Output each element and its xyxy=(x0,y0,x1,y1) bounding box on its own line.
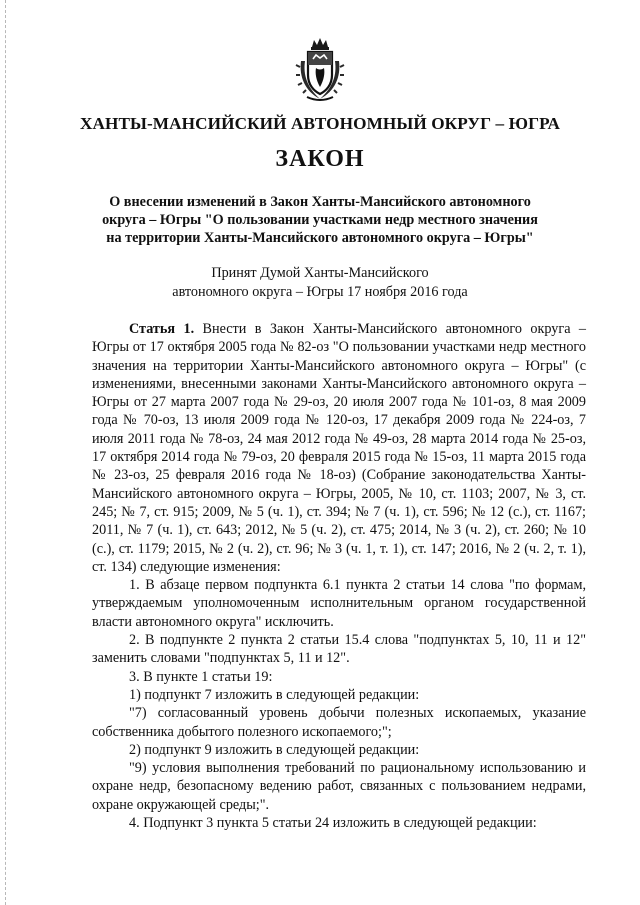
adoption-line: Принят Думой Ханты-Мансийского xyxy=(211,265,429,281)
adoption-line: автономного округа – Югры 17 ноября 2016 года xyxy=(172,284,468,300)
article-paragraph: "7) согласованный уровень добычи полезных ископаемых, указание собственника добытого полезного ископаемого;"; xyxy=(92,705,586,740)
region-title: ХАНТЫ-МАНСИЙСКИЙ АВТОНОМНЫЙ ОКРУГ – ЮГРА xyxy=(79,114,561,133)
article-heading: Статья 1. xyxy=(129,321,195,337)
article-paragraph: "9) условия выполнения требований по рациональному использованию и охране недр, безопасному ведению работ, связанных с пользованием недрами, охране окружающей среды;". xyxy=(92,760,586,813)
adoption-note xyxy=(110,264,530,302)
article-paragraph: 3. В пункте 1 статьи 19: xyxy=(129,668,273,685)
article-paragraph: 1. В абзаце первом подпункта 6.1 пункта 2 статьи 14 слова "по формам, утверждаемым уполномоченным исполнительным органом государственной власти автономного округа" исключить. xyxy=(92,577,586,630)
article-paragraph: 2) подпункт 9 изложить в следующей редакции: xyxy=(129,741,420,758)
article-intro-text: Внести в Закон Ханты-Мансийского автономного округа – Югры от 17 октября 2005 года № 82-оз "О пользовании участками недр местного значения на территории Ханты-Мансийского автономного округа – Югры" (с изменениями, внесенными законами Ханты-Мансийского автономного округа – Югры от 27 марта 2007 года № 29-оз, 20 июля 2007 года № 101-оз, 8 мая 2009 года № 70-оз, 13 июля 2009 года № 120-оз, 17 декабря 2009 года № 224-оз, 7 июля 2011 года № 78-оз, 24 мая 2012 года № 49-оз, 28 марта 2014 года № 25-оз, 17 октября 2014 года № 79-оз, 20 февраля 2015 года № 15-оз, 11 марта 2015 года № 23-оз, 25 февраля 2016 года № 18-оз) (Собрание законодательства Ханты-Мансийского автономного округа – Югры, 2005, № 10, ст. 1103; 2007, № 3, ст. 245; № 7, ст. 915; 2009, № 5 (ч. 1), ст. 394; № 7 (ч. 1), ст. 596; № 12 (с.), ст. 1167; 2011, № 7 (ч. 1), ст. 643; 2012, № 5 (ч. 2), ст. 475; 2014, № 3 (ч. 2), ст. 260; № 10 (с.), ст. 1179; 2015, № 2 (ч. 2), ст. 96; № 3 (ч. 1, т. 1), ст. 147; 2016, № 2 (ч. 2, т. 1), ст. 134) следующие изменения: xyxy=(92,321,587,575)
coat-of-arms-icon xyxy=(293,37,347,103)
law-title-line: округа – Югры "О пользовании участками недр местного значения xyxy=(102,212,538,228)
article-intro-paragraph xyxy=(92,320,586,576)
law-title-line: О внесении изменений в Закон Ханты-Мансийского автономного xyxy=(109,194,531,210)
law-title-line: на территории Ханты-Мансийского автономного округа – Югры" xyxy=(106,230,534,246)
article-paragraph: 1) подпункт 7 изложить в следующей редакции: xyxy=(129,686,420,703)
law-title xyxy=(95,193,545,247)
document-type: ЗАКОН xyxy=(275,146,365,172)
scan-edge-line xyxy=(5,0,6,905)
article-paragraph: 4. Подпункт 3 пункта 5 статьи 24 изложить в следующей редакции: xyxy=(129,815,537,832)
article-1 xyxy=(92,320,586,832)
article-paragraph: 2. В подпункте 2 пункта 2 статьи 15.4 слова "подпунктах 5, 10, 11 и 12" заменить словами "подпунктах 5, 11 и 12". xyxy=(92,632,586,667)
